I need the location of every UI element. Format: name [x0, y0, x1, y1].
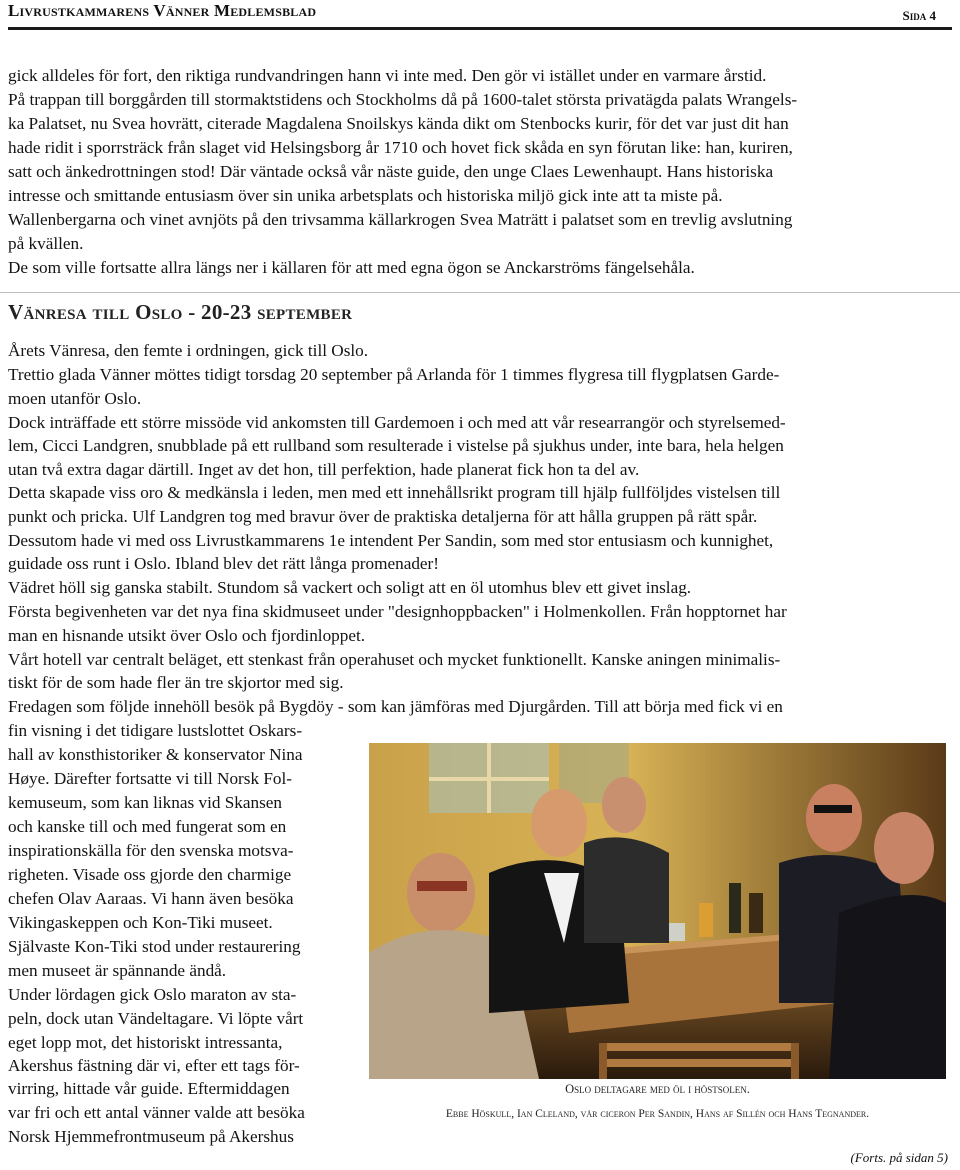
body-line: tiskt för de som hade fler än tre skjortor med sig. — [8, 673, 344, 692]
body-line: Vädret höll sig ganska stabilt. Stundom så vackert och soligt att en öl utomhus blev ett givet inslag. — [8, 578, 692, 597]
intro-line: på kvällen. — [8, 234, 84, 253]
body-line: Trettio glada Vänner möttes tidigt torsdag 20 september på Arlanda för 1 timmes flygresa till flygplatsen Garde- — [8, 365, 780, 384]
column-line: Høye. Därefter fortsatte vi till Norsk Fol- — [8, 769, 292, 788]
intro-line: satt och änkedrottningen stod! Där väntade också vår näste guide, den unge Claes Lewenhaupt. Hans historiska — [8, 162, 774, 181]
column-line: Självaste Kon-Tiki stod under restaurering — [8, 937, 301, 956]
intro-line: hade ridit i sporrsträck från slaget vid Helsingsborg år 1710 och hovet fick skåda en syn förutan like: han, kuriren, — [8, 138, 793, 157]
body-line: utan två extra dagar därtill. Inget av det hon, till perfektion, hade planerat fick hon ta del av. — [8, 460, 640, 479]
body-line: guidade oss runt i Oslo. Ibland blev det rätt långa promenader! — [8, 554, 439, 573]
body-line: fin visning i det tidigare lustslottet Oskars- — [8, 721, 303, 740]
section-heading: Vänresa till Oslo - 20-23 september — [8, 300, 353, 324]
section-divider — [0, 292, 960, 293]
group-photo — [369, 743, 946, 1079]
body-line: Fredagen som följde innehöll besök på Bygdöy - som kan jämföras med Djurgården. Till att börja med fick vi en — [8, 697, 783, 716]
intro-line: gick alldeles för fort, den riktiga rundvandringen hann vi inte med. Den gör vi istället under en varmare årstid. — [8, 66, 767, 85]
photo-credits: Ebbe Höskull, Ian Cleland, vår ciceron Per Sandin, Hans af Sillén och Hans Tegnander. — [445, 1108, 870, 1120]
column-line: righeten. Visade oss gjorde den charmige — [8, 865, 292, 884]
body-line: Dessutom hade vi med oss Livrustkammarens 1e intendent Per Sandin, som med stor entusiasm och kunnighet, — [8, 531, 774, 550]
page-number: Sida 4 — [902, 8, 936, 23]
column-line: var fri och ett antal vänner valde att besöka — [8, 1103, 305, 1122]
column-line: kemuseum, som kan liknas vid Skansen — [8, 793, 283, 812]
intro-line: ka Palatset, nu Svea hovrätt, citerade Magdalena Snoilskys kända dikt om Stenbocks kurir, för det var just dit han — [8, 114, 789, 133]
intro-line: intresse och smittande entusiasm över sin unika arbetsplats och historiska miljö gick inte att ta miste på. — [8, 186, 723, 205]
column-line: virring, hittade vår guide. Eftermiddagen — [8, 1079, 290, 1098]
intro-line: Wallenbergarna och vinet avnjöts på den trivsamma källarkrogen Svea Maträtt i palatset som en trevlig avslutning — [8, 210, 793, 229]
column-line: Vikingaskeppen och Kon-Tiki museet. — [8, 913, 273, 932]
photo-caption: Oslo deltagare med öl i höstsolen. — [565, 1082, 750, 1096]
body-line: moen utanför Oslo. — [8, 389, 142, 408]
body-line: man en hisnande utsikt över Oslo och fjordinloppet. — [8, 626, 366, 645]
column-line: Under lördagen gick Oslo maraton av sta- — [8, 985, 297, 1004]
column-line: eget lopp mot, det historiskt intressanta, — [8, 1033, 283, 1052]
body-line: lem, Cicci Landgren, snubblade på ett rullband som resulterade i vistelse på sjukhus under, inte bara, hela helgen — [8, 436, 784, 455]
body-line: punkt och pricka. Ulf Landgren tog med bravur över de praktiska detaljerna för att hålla gruppen på rätt spår. — [8, 507, 758, 526]
column-line: men museet är spännande ändå. — [8, 961, 227, 980]
page-header — [8, 0, 952, 30]
body-line: Vårt hotell var centralt beläget, ett stenkast från operahuset och mycket funktionellt. Kanske aningen minimalis- — [8, 650, 781, 669]
intro-line: De som ville fortsatte allra längs ner i källaren för att med egna ögon se Anckarströms fängelsehåla. — [8, 258, 695, 277]
column-line: Akershus fästning där vi, efter ett tags för- — [8, 1056, 300, 1075]
body-line: Årets Vänresa, den femte i ordningen, gick till Oslo. — [8, 341, 369, 360]
continued-note: (Forts. på sidan 5) — [850, 1150, 948, 1165]
column-line: och kanske till och med fungerat som en — [8, 817, 287, 836]
column-line: chefen Olav Aaraas. Vi hann även besöka — [8, 889, 294, 908]
column-line: inspirationskälla för den svenska motsva- — [8, 841, 294, 860]
column-line: peln, dock utan Vändeltagare. Vi löpte vårt — [8, 1009, 304, 1028]
body-line: Första begivenheten var det nya fina skidmuseet under "designhoppbacken" i Holmenkollen. Från hopptornet har — [8, 602, 787, 621]
column-line: hall av konsthistoriker & konservator Nina — [8, 745, 303, 764]
newsletter-title: Livrustkammarens Vänner Medlemsblad — [8, 1, 317, 20]
header-divider — [8, 27, 952, 30]
intro-line: På trappan till borggården till stormaktstidens och Stockholms då på 1600-talet största privatägda palats Wrangels- — [8, 90, 798, 109]
column-line: Norsk Hjemmefrontmuseum på Akershus — [8, 1127, 294, 1146]
body-line: Detta skapade viss oro & medkänsla i leden, men med ett innehållsrikt program till hjälp fullföljdes vistelsen till — [8, 483, 781, 502]
body-line: Dock inträffade ett större missöde vid ankomsten till Gardemoen i och med att vår researrangör och styrelsemed- — [8, 413, 786, 432]
